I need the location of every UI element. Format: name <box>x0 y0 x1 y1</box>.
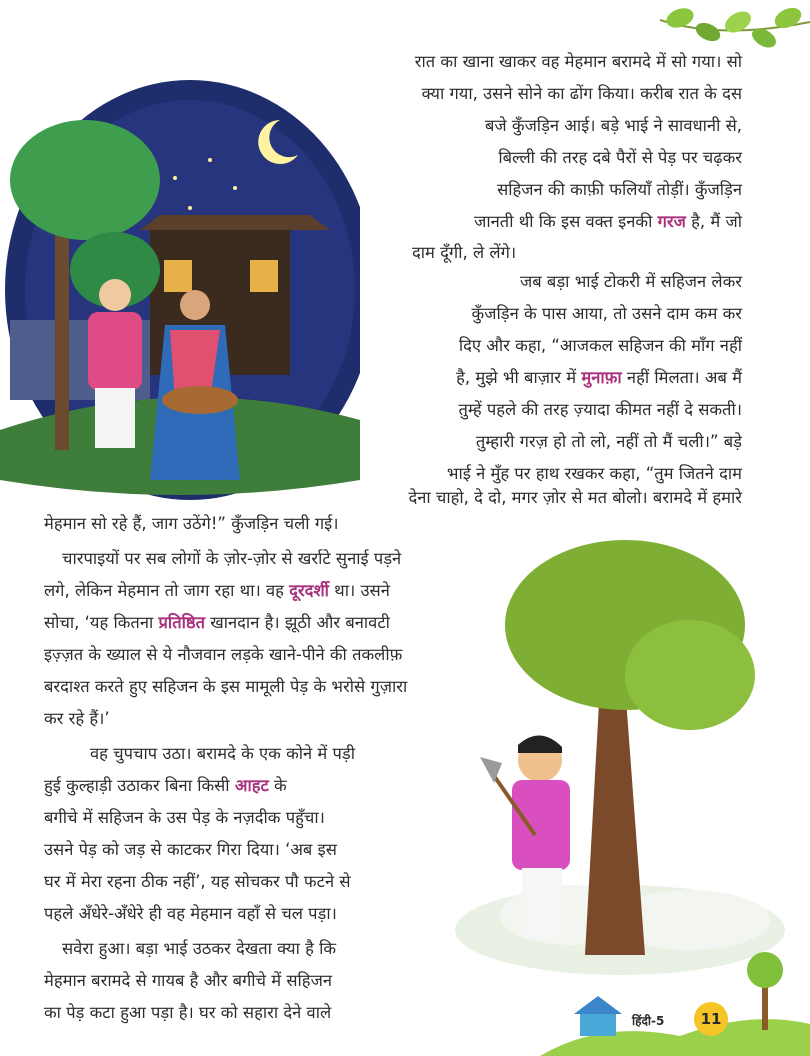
story-line: बगीचे में सहिजन के उस पेड़ के नज़दीक पहुँचा। <box>44 808 325 827</box>
story-line: क्या गया, उसने सोने का ढोंग किया। करीब रात के दस <box>421 84 742 103</box>
highlighted-word: प्रतिष्ठित <box>158 613 205 632</box>
story-line: दाम दूँगी, ले लेंगे। <box>412 243 517 262</box>
highlighted-word: दूरदर्शी <box>289 581 329 600</box>
page-number: 11 <box>694 1002 728 1036</box>
story-line: चारपाइयों पर सब लोगों के ज़ोर-ज़ोर से खर्राटे सुनाई पड़ने <box>62 549 402 568</box>
footer-scenery <box>540 950 810 1056</box>
text-run: नहीं मिलता। अब मैं <box>621 368 742 387</box>
story-line: दिए और कहा, “आजकल सहिजन की माँग नहीं <box>458 336 742 355</box>
tree-cutting-illustration <box>450 535 810 980</box>
text-run: के <box>268 776 287 795</box>
text-run: है, मैं जो <box>685 212 742 231</box>
story-line: तुम्हें पहले की तरह ज़्यादा कीमत नहीं दे सकती। <box>458 400 742 419</box>
story-line: इज़्ज़त के ख्याल से ये नौजवान लड़के खाने-पीने की तकलीफ़ <box>44 645 403 664</box>
highlighted-word: मुनाफ़ा <box>581 368 622 387</box>
text-run: सोचा, ‘यह कितना <box>44 613 159 632</box>
highlighted-word: आहट <box>234 776 269 795</box>
story-line: घर में मेरा रहना ठीक नहीं’, यह सोचकर पौ फटने से <box>44 872 351 891</box>
book-label: हिंदी-5 <box>632 1014 665 1028</box>
story-line <box>456 368 742 388</box>
text-run: हुई कुल्हाड़ी उठाकर बिना किसी <box>44 776 235 795</box>
story-line: उसने पेड़ को जड़ से काटकर गिरा दिया। ‘अब इस <box>44 840 337 859</box>
text-run: था। उसने <box>328 581 390 600</box>
story-line: बजे कुँजड़िन आई। बड़े भाई ने सावधानी से, <box>484 116 742 135</box>
story-line: मेहमान सो रहे हैं, जाग उठेंगे!” कुँजड़िन चली गई। <box>44 514 339 533</box>
story-line <box>474 212 742 232</box>
story-line <box>44 776 287 796</box>
story-line: वह चुपचाप उठा। बरामदे के एक कोने में पड़ी <box>90 744 356 763</box>
story-line: जब बड़ा भाई टोकरी में सहिजन लेकर <box>520 272 742 291</box>
text-run: है, मुझे भी बाज़ार में <box>456 368 582 387</box>
text-run: खानदान है। झूठी और बनावटी <box>205 613 390 632</box>
story-line: बिल्ली की तरह दबे पैरों से पेड़ पर चढ़कर <box>498 148 742 167</box>
story-line: बरदाश्त करते हुए सहिजन के इस मामूली पेड़ के भरोसे गुज़ारा <box>44 677 408 696</box>
story-line: कुँजड़िन के पास आया, तो उसने दाम कम कर <box>471 304 742 323</box>
story-line <box>44 581 390 601</box>
story-line <box>44 613 390 633</box>
highlighted-word: गरज <box>657 212 686 231</box>
story-line: पहले अँधेरे-अँधेरे ही वह मेहमान वहाँ से चल पड़ा। <box>44 904 337 923</box>
story-line: तुम्हारी गरज़ हो तो लो, नहीं तो मैं चली।” बड़े <box>475 432 742 451</box>
story-line: मेहमान बरामदे से गायब है और बगीचे में सहिजन <box>44 971 332 990</box>
night-scene-illustration <box>0 40 360 500</box>
story-line: का पेड़ कटा हुआ पड़ा है। घर को सहारा देने वाले <box>44 1003 332 1022</box>
story-line: सवेरा हुआ। बड़ा भाई उठकर देखता क्या है कि <box>62 939 337 958</box>
story-line: सहिजन की काफ़ी फलियाँ तोड़ीं। कुँजड़िन <box>497 180 742 199</box>
text-run: जानती थी कि इस वक्त इनकी <box>474 212 658 231</box>
story-line: देना चाहो, दे दो, मगर ज़ोर से मत बोलो। बरामदे में हमारे <box>408 488 742 507</box>
story-line: भाई ने मुँह पर हाथ रखकर कहा, “तुम जितने दाम <box>446 464 742 483</box>
text-run: लगे, लेकिन मेहमान तो जाग रहा था। वह <box>44 581 290 600</box>
story-line: कर रहे हैं।’ <box>44 709 110 728</box>
story-line: रात का खाना खाकर वह मेहमान बरामदे में सो गया। सो <box>414 52 742 71</box>
